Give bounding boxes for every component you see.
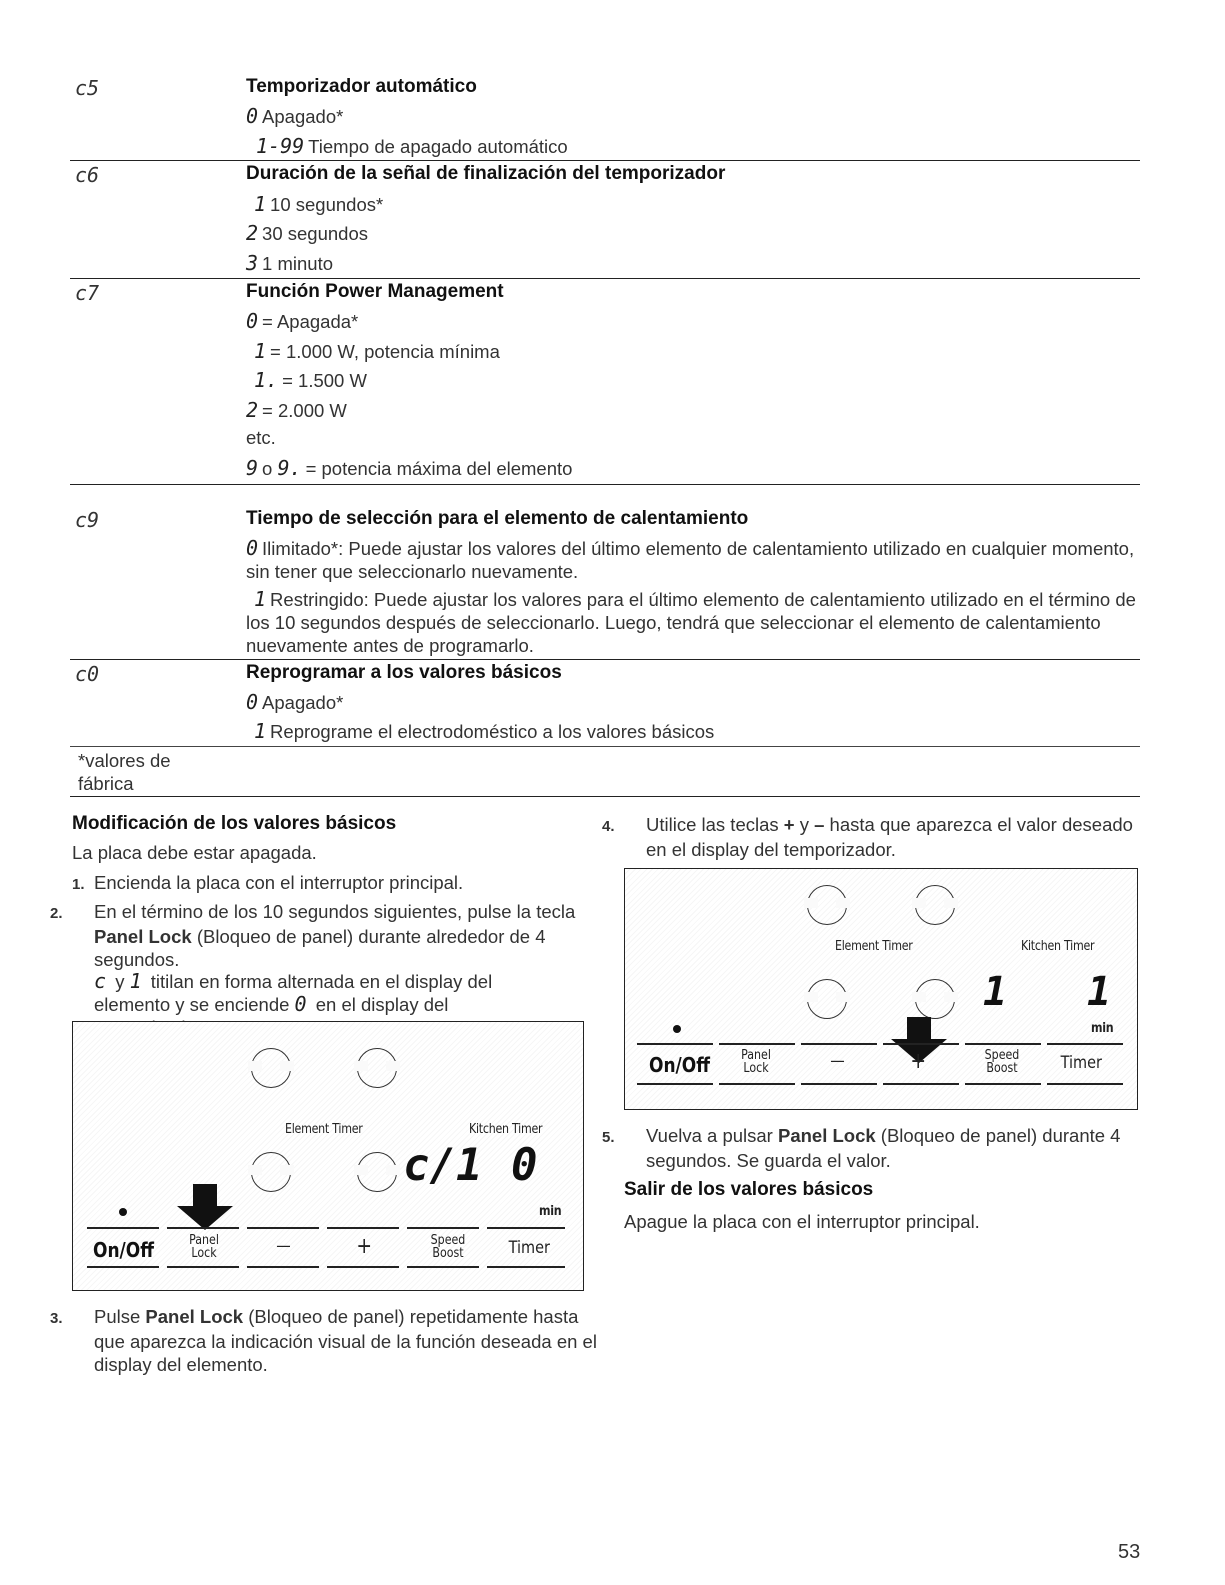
setting-option: 1 Reprograme el electrodoméstico a los valores básicos	[254, 719, 715, 743]
setting-title: Duración de la señal de finalización del temporizador	[246, 163, 726, 184]
setting-title: Función Power Management	[246, 281, 504, 302]
setting-code: c7	[75, 281, 100, 305]
burner-indicator-icon	[251, 1048, 291, 1088]
intro-text: La placa debe estar apagada.	[72, 842, 317, 863]
setting-option: etc.	[246, 427, 276, 448]
section-heading: Salir de los valores básicos	[624, 1179, 874, 1200]
page-number: 53	[1118, 1541, 1141, 1563]
panel-line	[87, 1266, 159, 1268]
panel-line	[327, 1227, 399, 1229]
burner-indicator-icon	[357, 1152, 397, 1192]
burner-indicator-icon	[807, 885, 847, 925]
divider	[70, 160, 1140, 161]
min-label: min	[1091, 1021, 1114, 1036]
setting-option: 9 o 9. = potencia máxima del elemento	[246, 456, 573, 480]
speed-boost-button[interactable]: Speed Boost	[984, 1048, 1020, 1076]
minus-button[interactable]: —	[830, 1051, 845, 1071]
step-3: 3. Pulse Panel Lock (Bloqueo de panel) repetidamente hasta que aparezca la indicación visual de la función deseada en el display del elemento.	[50, 1306, 597, 1375]
indicator-dot	[673, 1025, 681, 1033]
element-display: c/1	[403, 1140, 483, 1191]
speed-boost-button[interactable]: Speed Boost	[430, 1233, 466, 1261]
plus-button[interactable]: +	[910, 1049, 927, 1074]
panel-line	[487, 1266, 565, 1268]
panel-line	[1047, 1043, 1123, 1045]
panel-line	[1047, 1083, 1123, 1085]
min-label: min	[539, 1204, 562, 1219]
panel-line	[883, 1083, 959, 1085]
divider	[70, 746, 1140, 747]
panel-lock-button[interactable]: Panel Lock	[189, 1233, 219, 1261]
element-timer-label: Element Timer	[835, 939, 913, 954]
step-2: 2. En el término de los 10 segundos siguientes, pulse la tecla Panel Lock (Bloqueo de panel) durante alrededor de 4 segundos.	[50, 901, 576, 970]
indicator-dot	[119, 1208, 127, 1216]
setting-title: Reprogramar a los valores básicos	[246, 662, 562, 683]
setting-option: 0 Ilimitado*: Puede ajustar los valores del último elemento de calentamiento utilizado en cualquier momento, sin tener que seleccionarlo nuevamente.	[246, 536, 1135, 582]
section-heading: Modificación de los valores básicos	[72, 813, 397, 834]
divider	[70, 659, 1140, 660]
timer-display: 1	[1087, 969, 1112, 1015]
divider	[70, 278, 1140, 279]
burner-indicator-icon	[915, 885, 955, 925]
panel-line	[407, 1227, 479, 1229]
setting-option: 0 = Apagada*	[246, 309, 359, 333]
on-off-button[interactable]: On/Off	[93, 1238, 154, 1262]
step-5: 5. Vuelva a pulsar Panel Lock (Bloqueo de panel) durante 4 segundos. Se guarda el valor.	[602, 1125, 1121, 1171]
kitchen-timer-label: Kitchen Timer	[1021, 939, 1095, 954]
arrow-down-icon	[177, 1184, 233, 1230]
setting-code: c0	[75, 662, 100, 686]
element-timer-label: Element Timer	[285, 1122, 363, 1137]
setting-title: Tiempo de selección para el elemento de calentamiento	[246, 508, 749, 529]
panel-line	[801, 1043, 877, 1045]
footnote: *valores de fábrica	[78, 750, 171, 794]
exit-text: Apague la placa con el interruptor principal.	[624, 1211, 980, 1232]
panel-line	[87, 1227, 159, 1229]
setting-title: Temporizador automático	[246, 76, 477, 97]
panel-line	[719, 1043, 795, 1045]
kitchen-timer-label: Kitchen Timer	[469, 1122, 543, 1137]
plus-button[interactable]: +	[356, 1234, 373, 1259]
timer-display: 0	[511, 1140, 538, 1191]
burner-indicator-icon	[357, 1048, 397, 1088]
setting-option: 1. = 1.500 W	[254, 368, 367, 392]
panel-line	[965, 1083, 1041, 1085]
step-1: 1. Encienda la placa con el interruptor principal.	[72, 872, 464, 893]
setting-option: 0 Apagado*	[246, 690, 344, 714]
setting-option: 2 = 2.000 W	[246, 398, 347, 422]
divider	[70, 484, 1140, 485]
setting-option: 0 Apagado*	[246, 104, 344, 128]
panel-line	[327, 1266, 399, 1268]
panel-line	[637, 1083, 713, 1085]
panel-line	[247, 1227, 319, 1229]
element-display: 1	[983, 969, 1008, 1015]
panel-line	[637, 1043, 713, 1045]
setting-code: c5	[75, 76, 100, 100]
divider	[70, 796, 1140, 797]
panel-line	[487, 1227, 565, 1229]
timer-button[interactable]: Timer	[508, 1238, 550, 1258]
panel-line	[719, 1083, 795, 1085]
burner-indicator-icon	[251, 1152, 291, 1192]
step-4: 4. Utilice las teclas + y – hasta que aparezca el valor deseado en el display del temporizador.	[602, 814, 1133, 860]
panel-line	[883, 1043, 959, 1045]
burner-indicator-icon	[807, 979, 847, 1019]
setting-code: c9	[75, 508, 100, 532]
setting-option: 1 Restringido: Puede ajustar los valores para el último elemento de calentamiento utilizado en el término de los 10 segundos después de seleccionarlo. Luego, tendrá que seleccionar el elemento de calentamiento nuevamente antes de programarlo.	[246, 587, 1136, 656]
control-panel-diagram	[72, 1021, 584, 1291]
burner-indicator-icon	[915, 979, 955, 1019]
setting-code: c6	[75, 163, 100, 187]
step-2-note: c y 1 titilan en forma alternada en el display del elemento y se enciende 0 en el display del	[94, 969, 493, 1016]
setting-option: 1 10 segundos*	[254, 192, 384, 216]
on-off-button[interactable]: On/Off	[649, 1053, 710, 1077]
setting-option: 1 = 1.000 W, potencia mínima	[254, 339, 500, 363]
panel-line	[801, 1083, 877, 1085]
panel-line	[247, 1266, 319, 1268]
panel-line	[407, 1266, 479, 1268]
minus-button[interactable]: —	[276, 1236, 291, 1256]
setting-option: 2 30 segundos	[246, 221, 368, 245]
setting-option: 3 1 minuto	[246, 251, 334, 275]
setting-option: 1-99 Tiempo de apagado automático	[256, 134, 568, 158]
panel-lock-button[interactable]: Panel Lock	[741, 1048, 771, 1076]
timer-button[interactable]: Timer	[1060, 1053, 1102, 1073]
panel-line	[167, 1266, 239, 1268]
control-panel-diagram	[624, 868, 1138, 1110]
panel-line	[965, 1043, 1041, 1045]
panel-line	[167, 1227, 239, 1229]
